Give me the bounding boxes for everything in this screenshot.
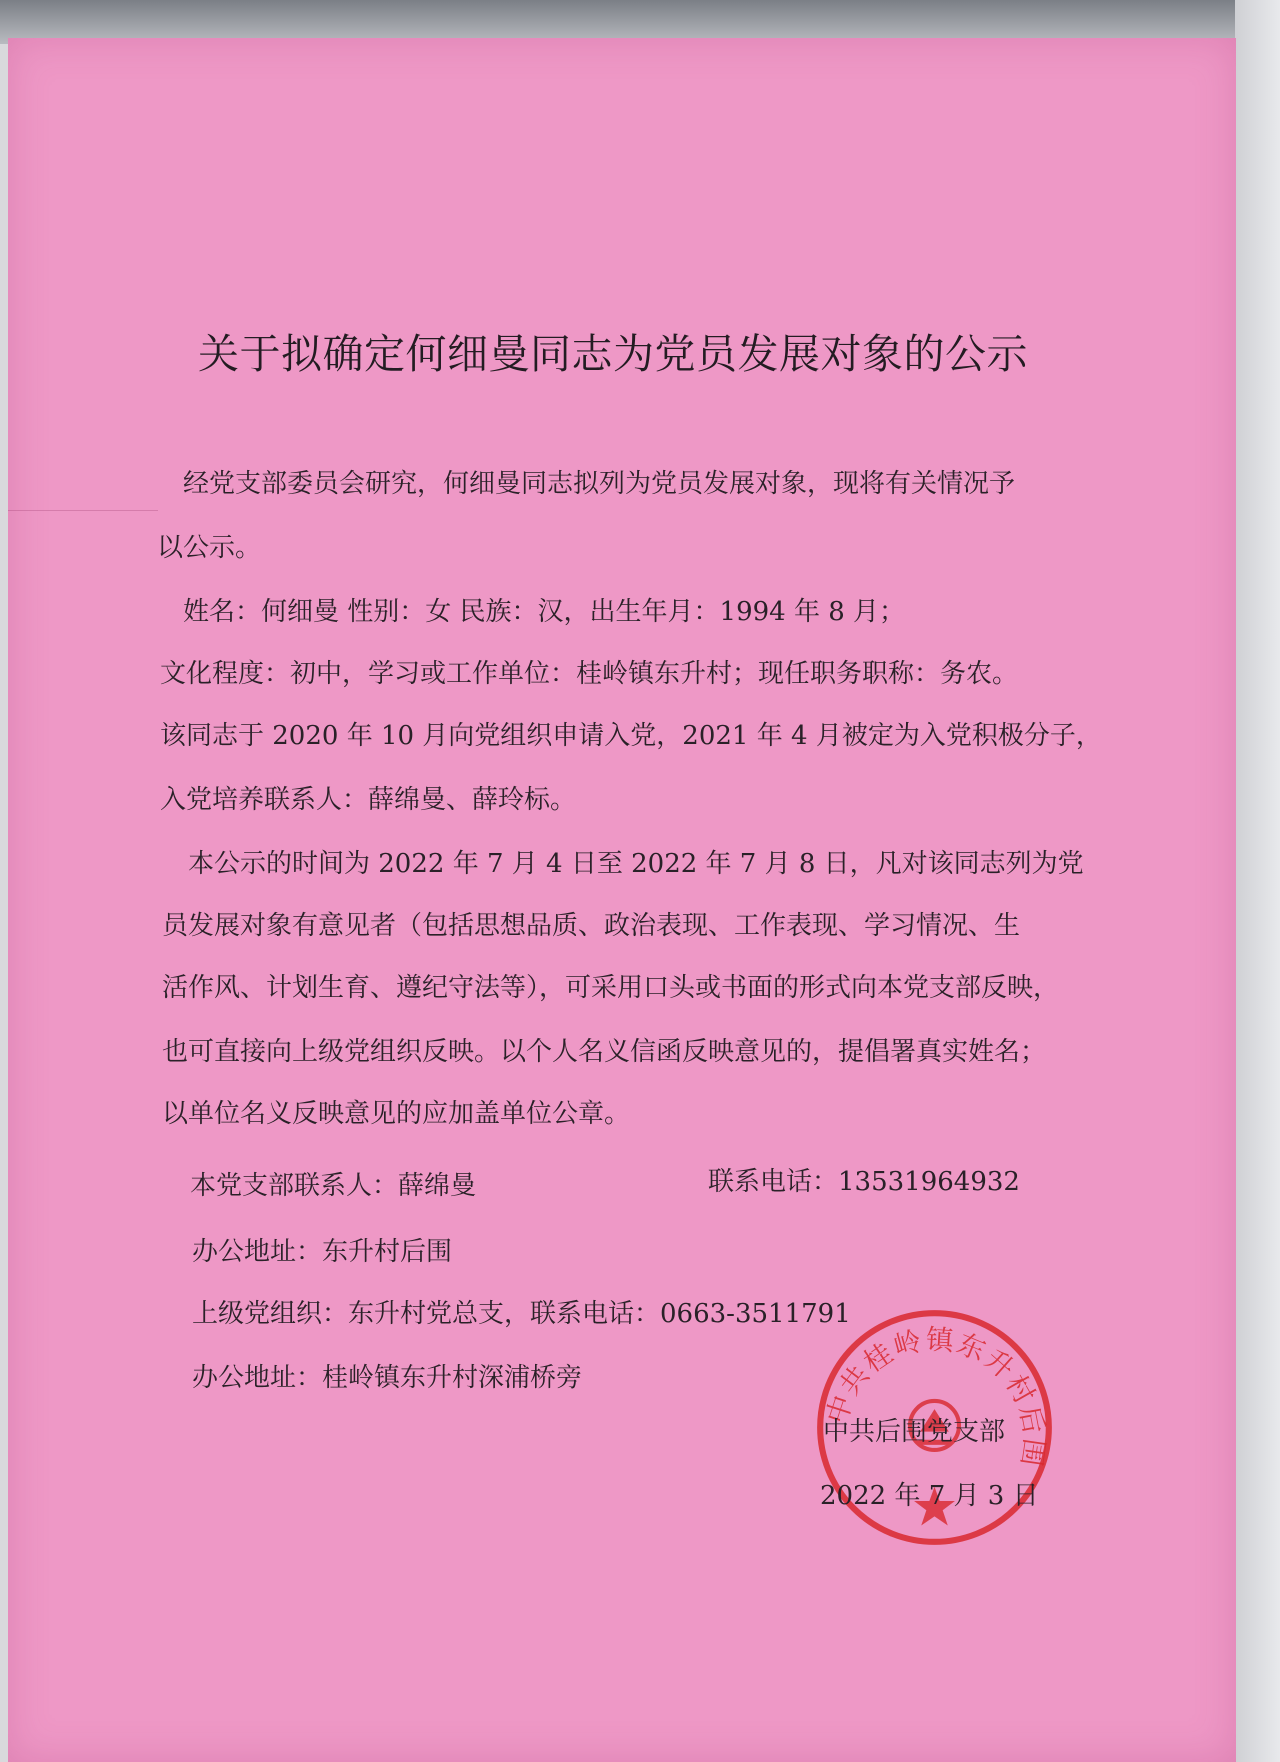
info-line-2: 文化程度：初中，学习或工作单位：桂岭镇东升村；现任职务职称：务农。	[160, 659, 1019, 689]
branch-contact-phone: 联系电话：13531964932	[708, 1167, 1020, 1197]
wall-background-right	[1235, 0, 1280, 1762]
superior-office-address: 办公地址：桂岭镇东升村深浦桥旁	[192, 1363, 583, 1393]
info-line-4: 入党培养联系人：薛绵曼、薛玲标。	[160, 785, 577, 815]
paragraph-1-line-2: 以公示。	[157, 533, 262, 563]
paragraph-2-line-2: 员发展对象有意见者（包括思想品质、政治表现、工作表现、学习情况、生	[162, 911, 1021, 941]
branch-contact-person: 本党支部联系人：薛绵曼	[190, 1171, 477, 1201]
paragraph-2-line-4: 也可直接向上级党组织反映。以个人名义信函反映意见的，提倡署真实姓名；	[162, 1037, 1047, 1067]
signing-organization: 中共后围党支部	[823, 1417, 1006, 1447]
paragraph-2-line-3: 活作风、计划生育、遵纪守法等），可采用口头或书面的形式向本党支部反映，	[162, 973, 1060, 1003]
paper-fold-line	[8, 510, 158, 511]
superior-party-organization: 上级党组织：东升村党总支，联系电话：0663-3511791	[192, 1299, 851, 1329]
paragraph-2-line-5: 以单位名义反映意见的应加盖单位公章。	[162, 1099, 631, 1129]
paragraph-2-line-1: 本公示的时间为 2022 年 7 月 4 日至 2022 年 7 月 8 日，凡对该同志列为党	[188, 849, 1084, 879]
svg-text:中共桂岭镇东升村后围: 中共桂岭镇东升村后围	[820, 1323, 1051, 1471]
signing-date: 2022 年 7 月 3 日	[820, 1481, 1039, 1511]
paragraph-1-line-1: 经党支部委员会研究，何细曼同志拟列为党员发展对象，现将有关情况予	[183, 469, 1016, 499]
info-line-1: 姓名：何细曼 性别：女 民族：汉，出生年月：1994 年 8 月；	[183, 597, 906, 627]
branch-office-address: 办公地址：东升村后围	[192, 1237, 453, 1267]
notice-title: 关于拟确定何细曼同志为党员发展对象的公示	[198, 330, 1028, 378]
info-line-3: 该同志于 2020 年 10 月向党组织申请入党，2021 年 4 月被定为入党积极分子，	[160, 721, 1102, 751]
